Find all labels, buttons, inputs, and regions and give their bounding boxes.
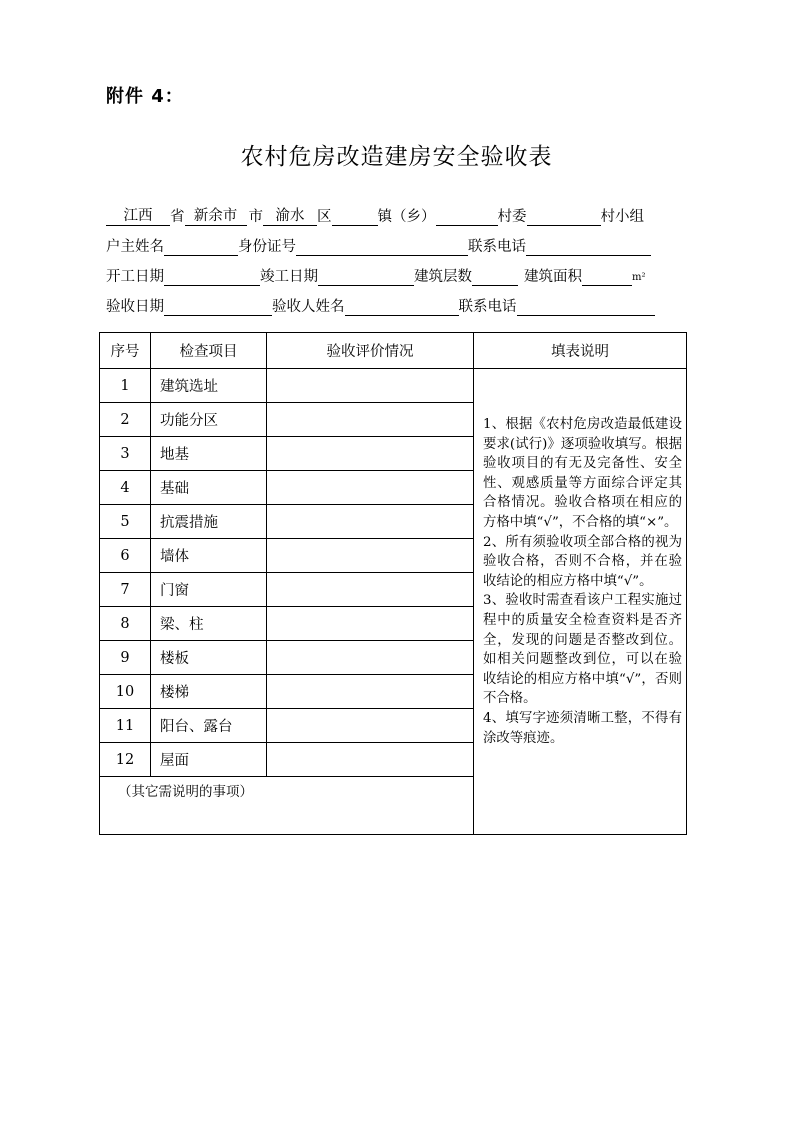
row-item: 门窗 bbox=[151, 573, 267, 607]
row-no: 3 bbox=[100, 437, 151, 471]
area-label: 建筑面积 bbox=[524, 269, 582, 285]
id-number-label: 身份证号 bbox=[238, 239, 296, 255]
start-date-field[interactable] bbox=[164, 268, 260, 286]
row-item: 屋面 bbox=[151, 743, 267, 777]
row-no: 10 bbox=[100, 675, 151, 709]
row-item: 功能分区 bbox=[151, 403, 267, 437]
form-title: 农村危房改造建房安全验收表 bbox=[240, 144, 553, 170]
owner-phone-field[interactable] bbox=[526, 238, 651, 256]
row-evaluation-cell[interactable] bbox=[267, 573, 474, 607]
province-label: 省 bbox=[170, 209, 185, 225]
village-committee-field[interactable] bbox=[436, 208, 498, 226]
row-no: 4 bbox=[100, 471, 151, 505]
row-no: 6 bbox=[100, 539, 151, 573]
instruction-paragraph: 2、所有须验收项全部合格的视为验收合格，否则不合格，并在验收结论的相应方格中填“√”。 bbox=[483, 534, 682, 589]
row-item: 地基 bbox=[151, 437, 267, 471]
district-label: 区 bbox=[317, 209, 332, 225]
row-item: 楼板 bbox=[151, 641, 267, 675]
inspector-phone-label: 联系电话 bbox=[458, 299, 517, 315]
header-no: 序号 bbox=[100, 333, 151, 369]
row-evaluation-cell[interactable] bbox=[267, 709, 474, 743]
header-evaluation: 验收评价情况 bbox=[267, 333, 474, 369]
row-evaluation-cell[interactable] bbox=[267, 437, 474, 471]
floors-label: 建筑层数 bbox=[414, 269, 472, 285]
instructions-cell bbox=[474, 369, 687, 835]
inspection-date-field[interactable] bbox=[164, 298, 272, 316]
location-line bbox=[106, 204, 698, 226]
city-label: 市 bbox=[248, 209, 263, 225]
owner-phone-label: 联系电话 bbox=[468, 239, 526, 255]
row-evaluation-cell[interactable] bbox=[267, 539, 474, 573]
inspection-line bbox=[106, 294, 698, 316]
row-evaluation-cell[interactable] bbox=[267, 369, 474, 403]
village-group-field[interactable] bbox=[527, 208, 601, 226]
village-group-label: 村小组 bbox=[600, 209, 644, 225]
instruction-paragraph: 1、根据《农村危房改造最低建设要求(试行)》逐项验收填写。根据验收项目的有无及完备性、安全性、观感质量等方面综合评定其合格情况。验收合格项在相应的方格中填“√”，不合格的填“×”。 bbox=[483, 417, 682, 530]
area-field[interactable] bbox=[582, 268, 632, 286]
row-no: 9 bbox=[100, 641, 151, 675]
row-evaluation-cell[interactable] bbox=[267, 471, 474, 505]
town-field[interactable] bbox=[332, 208, 378, 226]
row-item: 抗震措施 bbox=[151, 505, 267, 539]
floors-field[interactable] bbox=[472, 268, 518, 286]
district-field[interactable]: 渝水 bbox=[263, 208, 317, 226]
row-no: 11 bbox=[100, 709, 151, 743]
row-no: 7 bbox=[100, 573, 151, 607]
completion-date-field[interactable] bbox=[318, 268, 414, 286]
owner-name-label: 户主姓名 bbox=[106, 239, 164, 255]
inspection-table bbox=[99, 332, 687, 835]
id-number-field[interactable] bbox=[296, 238, 468, 256]
header-item: 检查项目 bbox=[151, 333, 267, 369]
row-no: 5 bbox=[100, 505, 151, 539]
attachment-label: 附件 4： bbox=[106, 86, 184, 107]
inspector-name-label: 验收人姓名 bbox=[272, 299, 345, 315]
table-header-row bbox=[100, 333, 687, 369]
instruction-paragraph: 3、验收时需查看该户工程实施过程中的质量安全检查资料是否齐全，发现的问题是否整改到位。如相关问题整改到位，可以在验收结论的相应方格中填“√”，否则不合格。 bbox=[483, 593, 682, 707]
row-evaluation-cell[interactable] bbox=[267, 641, 474, 675]
row-no: 2 bbox=[100, 403, 151, 437]
instruction-paragraph: 4、填写字迹须清晰工整，不得有涂改等痕迹。 bbox=[483, 710, 682, 746]
row-evaluation-cell[interactable] bbox=[267, 607, 474, 641]
row-no: 12 bbox=[100, 743, 151, 777]
other-matters-cell[interactable]: （其它需说明的事项） bbox=[100, 777, 474, 835]
row-item: 墙体 bbox=[151, 539, 267, 573]
row-no: 8 bbox=[100, 607, 151, 641]
start-date-label: 开工日期 bbox=[106, 269, 164, 285]
header-instructions: 填表说明 bbox=[474, 333, 687, 369]
row-item: 梁、柱 bbox=[151, 607, 267, 641]
row-evaluation-cell[interactable] bbox=[267, 505, 474, 539]
construction-line bbox=[106, 264, 698, 286]
row-item: 楼梯 bbox=[151, 675, 267, 709]
row-item: 建筑选址 bbox=[151, 369, 267, 403]
area-unit: m² bbox=[632, 272, 646, 283]
city-field[interactable]: 新余市 bbox=[185, 208, 247, 226]
row-no: 1 bbox=[100, 369, 151, 403]
inspector-phone-field[interactable] bbox=[517, 298, 655, 316]
inspection-date-label: 验收日期 bbox=[106, 299, 164, 315]
row-evaluation-cell[interactable] bbox=[267, 743, 474, 777]
village-committee-label: 村委 bbox=[497, 209, 527, 225]
row-item: 基础 bbox=[151, 471, 267, 505]
town-label: 镇（乡） bbox=[377, 209, 436, 225]
row-evaluation-cell[interactable] bbox=[267, 675, 474, 709]
table-row bbox=[100, 369, 687, 403]
owner-name-field[interactable] bbox=[164, 238, 238, 256]
owner-line bbox=[106, 234, 698, 256]
completion-date-label: 竣工日期 bbox=[260, 269, 318, 285]
province-field[interactable]: 江西 bbox=[106, 208, 170, 226]
inspector-name-field[interactable] bbox=[345, 298, 459, 316]
row-evaluation-cell[interactable] bbox=[267, 403, 474, 437]
row-item: 阳台、露台 bbox=[151, 709, 267, 743]
